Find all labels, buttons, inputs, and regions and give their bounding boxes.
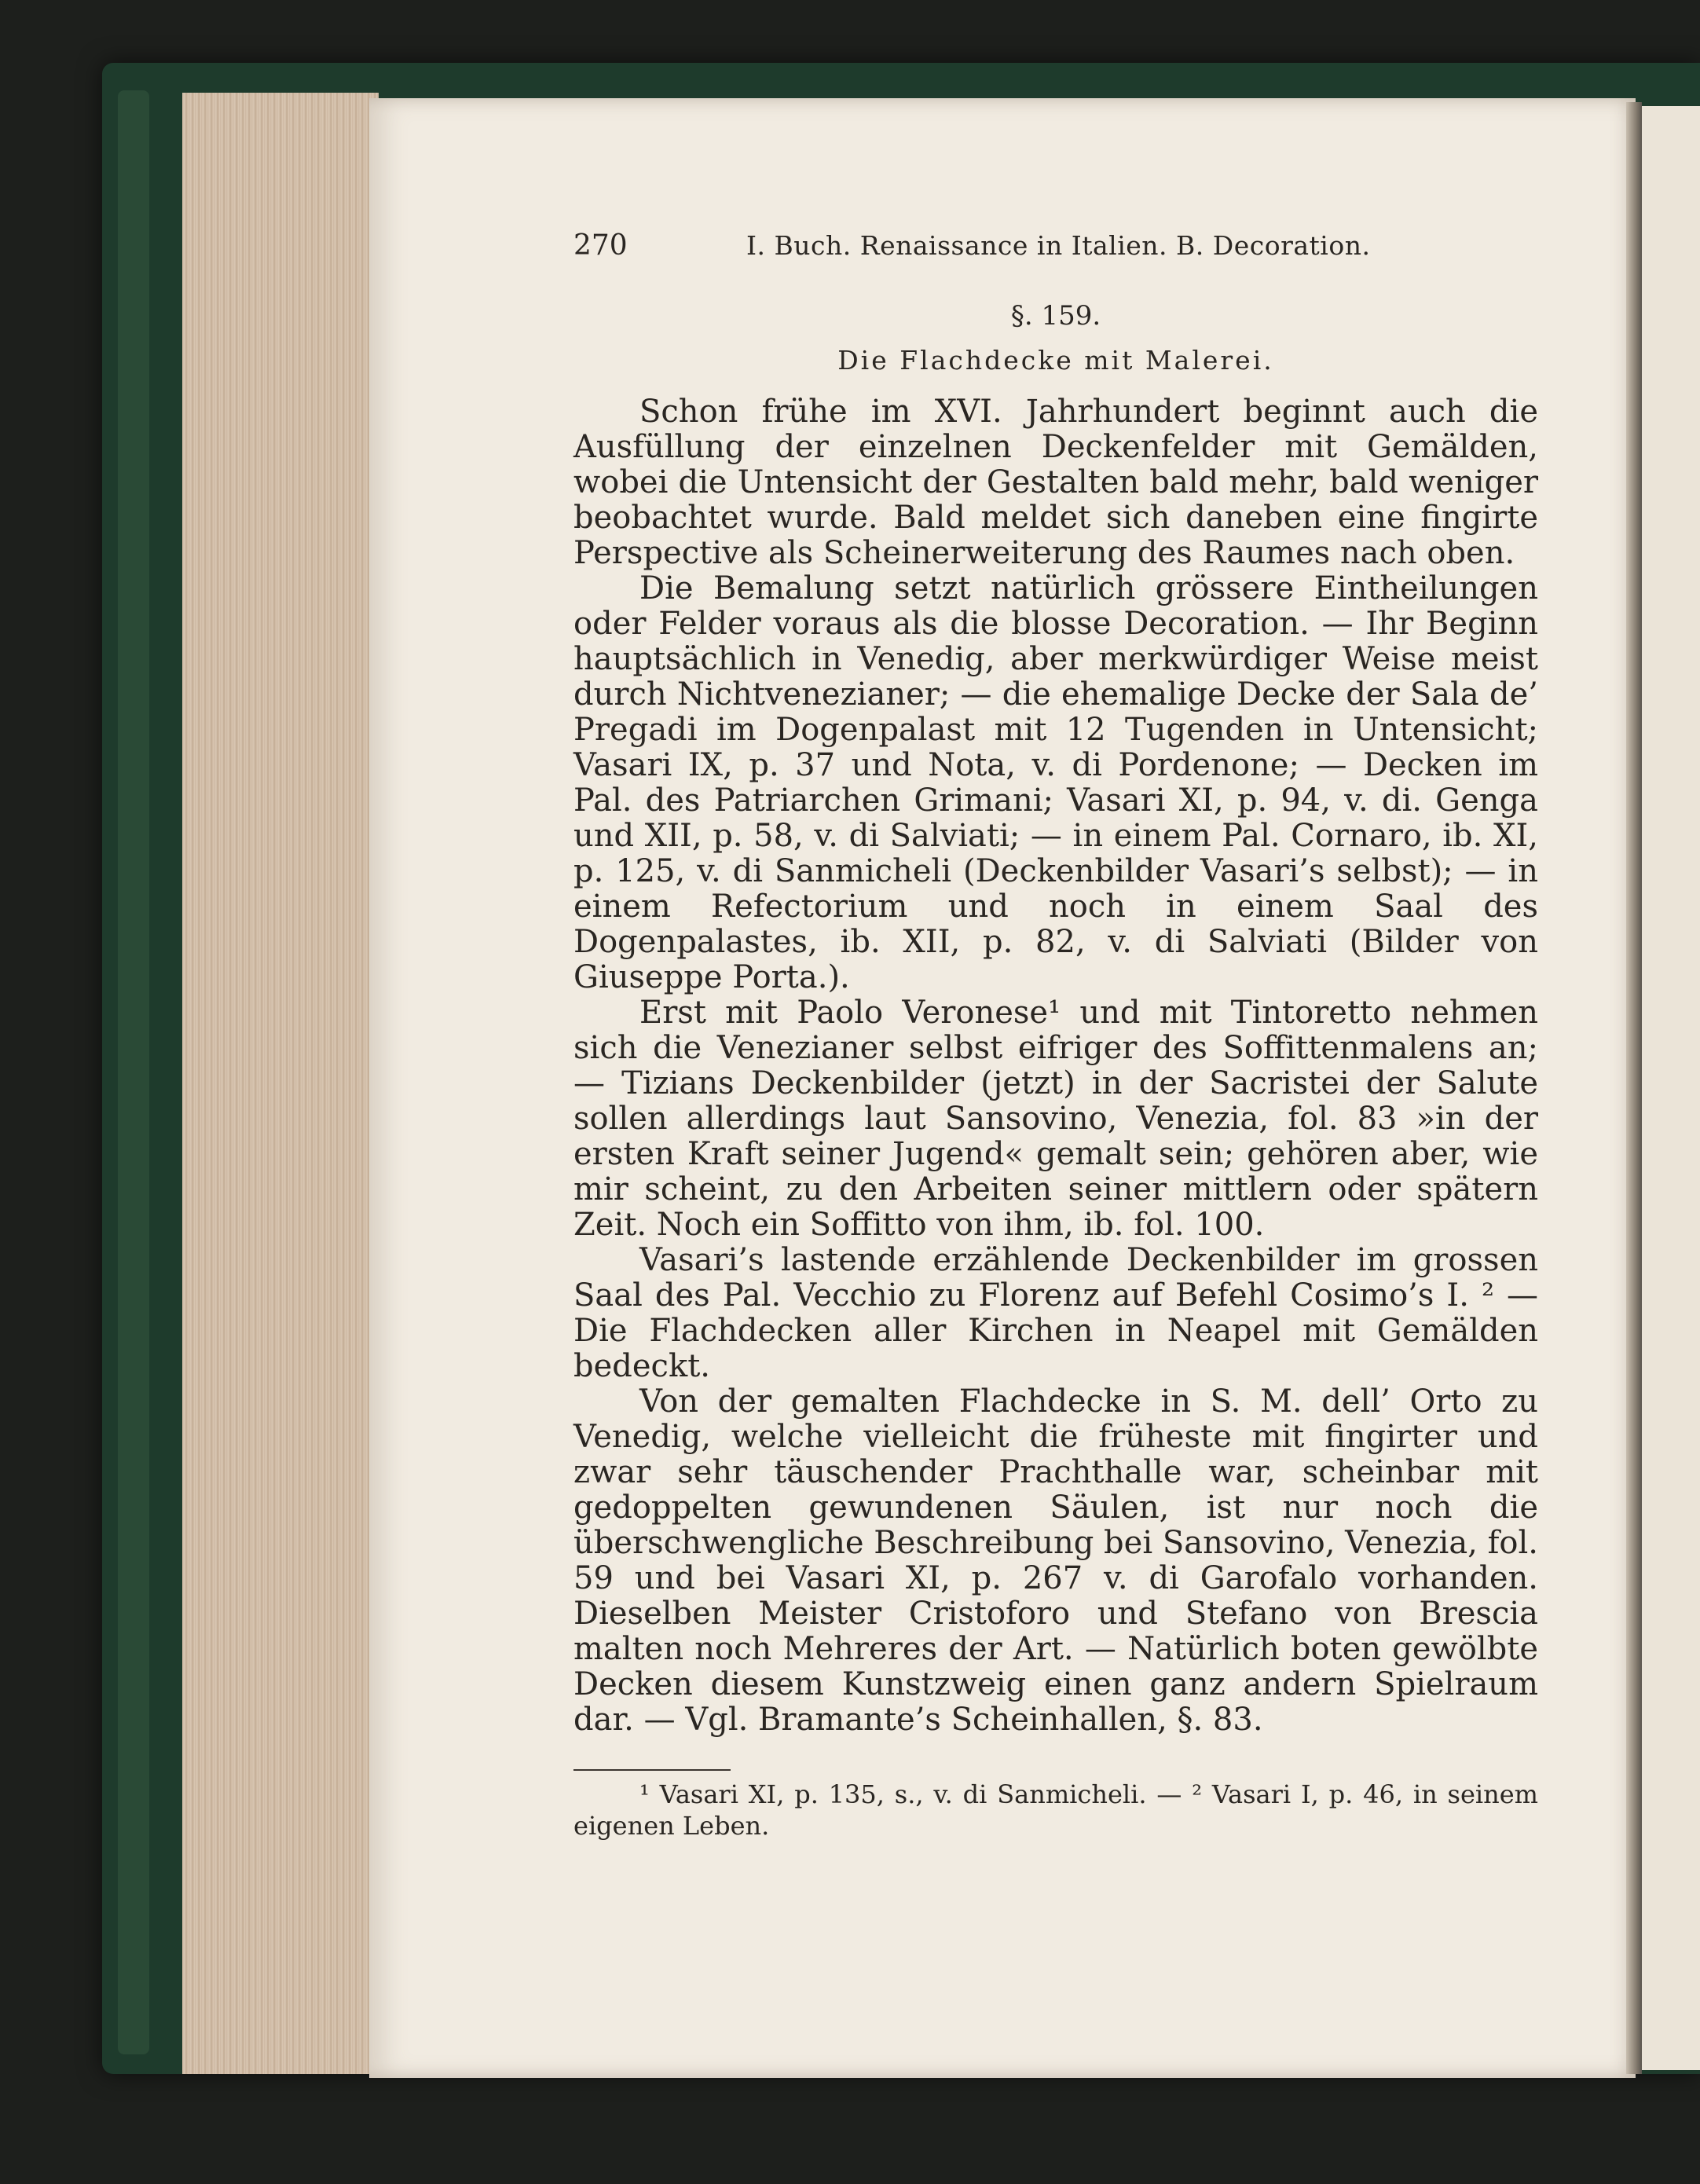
page-edges (182, 93, 379, 2074)
page-number: 270 (573, 229, 628, 262)
cover-edge (118, 90, 149, 2054)
section-title: Die Flachdecke mit Malerei. (837, 345, 1274, 376)
page-header (573, 228, 1538, 267)
footnotes (573, 1779, 1538, 1841)
facing-page-edge (1642, 106, 1700, 2070)
page-text (573, 228, 1538, 1841)
paragraph: Die Bemalung setzt natürlich grössere Eintheilungen oder Felder voraus als die blosse Decoration. — Ihr Beginn hauptsächlich in Venedig, aber merkwürdiger Weise meist durch Nichtvenezianer; — die ehemalige Decke der Sala de’ Pregadi im Dogenpalast mit 12 Tugenden in Untensicht; Vasari IX, p. 37 und Nota, v. di Pordenone; — Decken im Pal. des Patriarchen Grimani; Vasari XI, p. 94, v. di. Genga und XII, p. 58, v. di Salviati; — in einem Pal. Cornaro, ib. XI, p. 125, v. di Sanmicheli (Deckenbilder Vasari’s selbst); — in einem Refectorium und noch in einem Saal des Dogenpalastes, ib. XII, p. 82, v. di Salviati (Bilder von Giuseppe Porta.). (573, 570, 1538, 995)
paragraph: Von der gemalten Flachdecke in S. M. dell’ Orto zu Venedig, welche vielleicht die früheste mit fingirter und zwar sehr täuschender Prachthalle war, scheinbar mit gedoppelten gewundenen Säulen, ist nur noch die überschwengliche Beschreibung bei Sansovino, Venezia, fol. 59 und bei Vasari XI, p. 267 v. di Garofalo vorhanden. Dieselben Meister Cristoforo und Stefano von Brescia malten noch Mehreres der Art. — Natürlich boten gewölbte Decken diesem Kunstzweig einen ganz andern Spielraum dar. — Vgl. Bramante’s Scheinhallen, §. 83. (573, 1383, 1538, 1738)
body-text (573, 394, 1538, 1738)
book-gutter (1626, 102, 1642, 2074)
paragraph: Schon frühe im XVI. Jahrhundert beginnt auch die Ausfüllung der einzelnen Deckenfelder mit Gemälden, wobei die Untensicht der Gestalten bald mehr, bald weniger beobachtet wurde. Bald meldet sich daneben eine fingirte Perspective als Scheinerweiterung des Raumes nach oben. (573, 394, 1538, 571)
paragraph: Erst mit Paolo Veronese¹ und mit Tintoretto nehmen sich die Venezianer selbst eifriger des Soffittenmalens an; — Tizians Deckenbilder (jetzt) in der Sacristei der Salute sollen allerdings laut Sansovino, Venezia, fol. 83 »in der ersten Kraft seiner Jugend« gemalt sein; gehören aber, wie mir scheint, zu den Arbeiten seiner mittlern oder spätern Zeit. Noch ein Soffitto von ihm, ib. fol. 100. (573, 995, 1538, 1243)
footnote: ¹ Vasari XI, p. 135, s., v. di Sanmicheli. — ² Vasari I, p. 46, in seinem eigenen Leben. (573, 1779, 1538, 1841)
footnote-rule (573, 1769, 731, 1771)
section-number: §. 159. (1010, 300, 1101, 332)
running-head: I. Buch. Renaissance in Italien. B. Decoration. (746, 230, 1371, 261)
paragraph: Vasari’s lastende erzählende Deckenbilder im grossen Saal des Pal. Vecchio zu Florenz auf Befehl Cosimo’s I. ² — Die Flachdecken aller Kirchen in Neapel mit Gemälden bedeckt. (573, 1242, 1538, 1384)
